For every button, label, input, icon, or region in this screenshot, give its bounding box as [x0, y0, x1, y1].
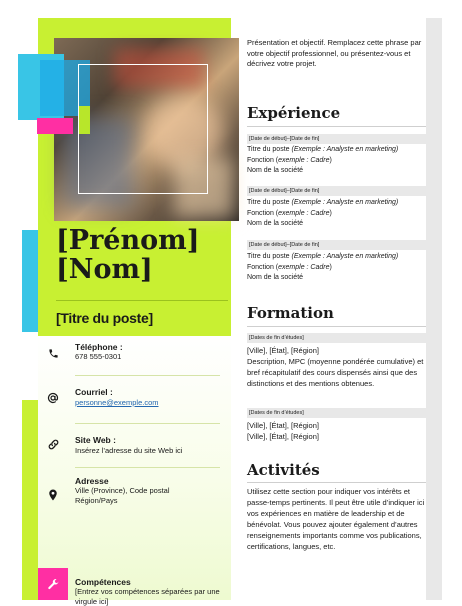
experience-entry	[247, 198, 426, 230]
function-line: Fonction (exemple : Cadre)	[247, 209, 332, 217]
activities-heading: Activités	[247, 461, 320, 479]
experience-dates: [Date de début]–[Date de fin]	[247, 134, 426, 144]
function-line: Fonction (exemple : Cadre)	[247, 156, 332, 164]
experience-entry	[247, 145, 426, 177]
location-pin-icon	[38, 480, 68, 510]
education-dates: [Dates de fin d’études]	[247, 408, 426, 418]
job-title-line: Titre du poste (Exemple : Analyste en marketing)	[247, 253, 399, 260]
name-divider	[56, 300, 228, 301]
education-entry	[247, 345, 426, 389]
email-link[interactable]: personne@exemple.com	[75, 398, 159, 407]
activities-text: Utilisez cette section pour indiquer vos intérêts et passe-temps pertinents. Il peut être utile d’indiquer ici vos expériences en matière de leadership et de bénévolat. Vous pouvez ajouter également d’autres renseignements importants comme vos publications, certifications, langues, etc.	[247, 487, 425, 551]
decor-cyan-bar	[22, 230, 38, 332]
company-line: Nom de la société	[247, 274, 304, 281]
experience-dates: [Date de début]–[Date de fin]	[247, 186, 426, 196]
education-entry	[247, 420, 426, 442]
at-icon	[38, 383, 68, 413]
full-name	[56, 226, 199, 284]
company-line: Nom de la société	[247, 167, 304, 174]
address-line1: Ville (Province), Code postal	[75, 486, 170, 495]
last-name: [Nom]	[56, 254, 153, 285]
contact-divider	[75, 375, 220, 376]
right-edge-bar	[426, 18, 442, 600]
intro-text: Présentation et objectif. Remplacez cette phrase par votre objectif professionnel, ou présentez-vous et décrivez votre projet.	[247, 38, 422, 68]
section-divider	[247, 126, 426, 127]
address-line2: Région/Pays	[75, 496, 118, 505]
website-value: Insérez l’adresse du site Web ici	[75, 446, 183, 455]
skills-value: [Entrez vos compétences séparées par une virgule ici]	[75, 587, 220, 606]
phone-label: Téléphone :	[75, 342, 123, 352]
wrench-icon	[38, 568, 68, 600]
job-title-line: Titre du poste (Exemple : Analyste en marketing)	[247, 199, 399, 206]
contact-divider	[75, 467, 220, 468]
job-title: [Titre du poste]	[56, 310, 153, 326]
link-icon	[38, 429, 68, 459]
education-place: [Ville], [État], [Région]	[247, 421, 319, 430]
email-label: Courriel :	[75, 387, 113, 397]
first-name: [Prénom]	[56, 225, 200, 256]
job-title-line: Titre du poste (Exemple : Analyste en marketing)	[247, 146, 399, 153]
section-divider	[247, 326, 426, 327]
experience-heading: Expérience	[247, 104, 341, 122]
decor-magenta-block	[37, 118, 73, 134]
education-place: [Ville], [État], [Région]	[247, 346, 319, 355]
accent-strip	[22, 400, 38, 600]
photo-frame	[78, 64, 208, 194]
phone-icon	[38, 338, 68, 368]
education-heading: Formation	[247, 304, 334, 322]
experience-entry	[247, 252, 426, 284]
website-label: Site Web :	[75, 435, 116, 445]
education-description: Description, MPC (moyenne pondérée cumulative) et bref récapitulatif des cours dispensés ainsi que des distinctions et des mentions obtenues.	[247, 357, 424, 388]
skills-label: Compétences	[75, 577, 131, 587]
function-line: Fonction (exemple : Cadre)	[247, 263, 332, 271]
company-line: Nom de la société	[247, 220, 304, 227]
education-dates: [Dates de fin d’études]	[247, 333, 426, 343]
contact-divider	[75, 423, 220, 424]
education-place: [Ville], [État], [Région]	[247, 432, 319, 441]
phone-value: 678 555-0301	[75, 352, 122, 361]
section-divider	[247, 482, 426, 483]
address-label: Adresse	[75, 476, 109, 486]
experience-dates: [Date de début]–[Date de fin]	[247, 240, 426, 250]
